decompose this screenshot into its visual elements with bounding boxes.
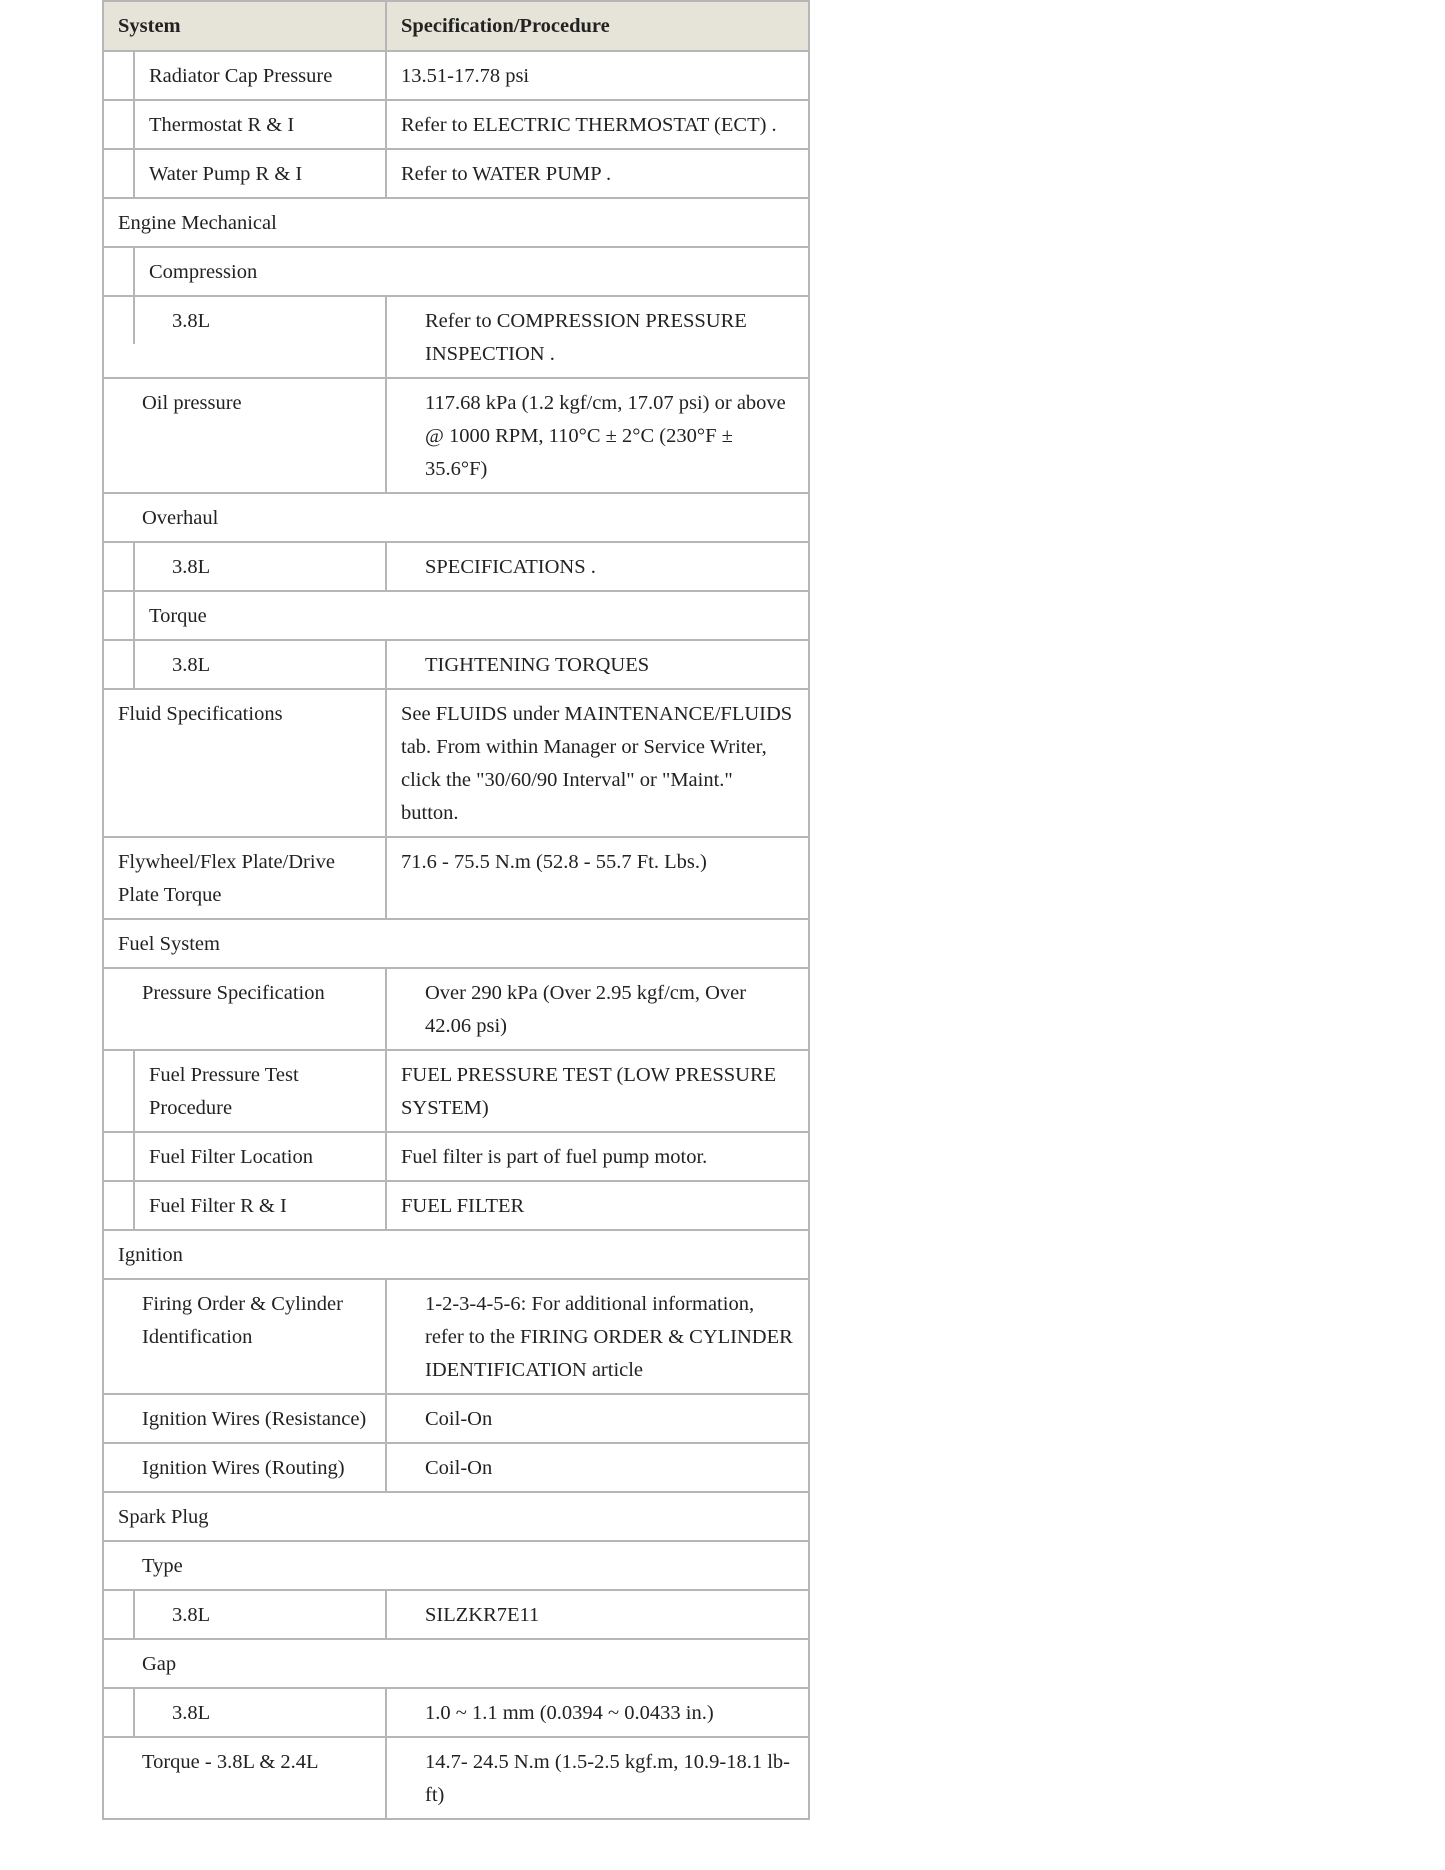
spec-cell	[386, 1050, 809, 1132]
spec-value: SILZKR7E11	[425, 1604, 540, 1626]
system-cell	[103, 378, 386, 493]
spec-value: SPECIFICATIONS .	[425, 556, 596, 578]
table-row	[103, 1590, 809, 1639]
system-cell	[103, 1050, 386, 1132]
section-cell	[103, 591, 809, 640]
section-row	[103, 247, 809, 296]
system-cell	[103, 968, 386, 1050]
spec-value: TIGHTENING TORQUES	[425, 654, 650, 676]
system-label: Fluid Specifications	[118, 703, 283, 725]
section-cell	[103, 1230, 809, 1279]
system-label: Pressure Specification	[142, 982, 325, 1004]
spec-cell	[386, 1181, 809, 1230]
system-label: 3.8L	[172, 654, 211, 676]
system-cell	[103, 1688, 386, 1737]
system-label: 3.8L	[172, 1604, 211, 1626]
system-cell	[103, 542, 386, 591]
section-row	[103, 919, 809, 968]
section-row	[103, 1492, 809, 1541]
section-label: Engine Mechanical	[118, 212, 277, 234]
spec-value: Over 290 kPa (Over 2.95 kgf/cm, Over 42.06 psi)	[425, 982, 747, 1037]
system-label: Fuel Filter R & I	[149, 1195, 287, 1217]
spec-cell	[386, 689, 809, 837]
spec-value: 13.51-17.78 psi	[401, 65, 530, 87]
system-label: Fuel Pressure Test Procedure	[149, 1064, 299, 1119]
section-label: Type	[142, 1555, 183, 1577]
system-label: 3.8L	[172, 556, 211, 578]
spec-value: 14.7- 24.5 N.m (1.5-2.5 kgf.m, 10.9-18.1 lb-ft)	[425, 1751, 790, 1806]
spec-value: 71.6 - 75.5 N.m (52.8 - 55.7 Ft. Lbs.)	[401, 851, 707, 873]
spec-cell	[386, 51, 809, 100]
spec-cell	[386, 378, 809, 493]
section-cell	[103, 198, 809, 247]
table-row	[103, 1688, 809, 1737]
spec-cell	[386, 1443, 809, 1492]
table-row	[103, 1050, 809, 1132]
system-label: Torque - 3.8L & 2.4L	[142, 1751, 319, 1773]
table-row	[103, 837, 809, 919]
table-row	[103, 1394, 809, 1443]
table-row	[103, 1181, 809, 1230]
spec-value: See FLUIDS under MAINTENANCE/FLUIDS tab. From within Manager or Service Writer, click the "30/60/90 Interval" or "Maint." button.	[401, 703, 793, 824]
spec-cell	[386, 1279, 809, 1394]
system-label: Ignition Wires (Resistance)	[142, 1408, 367, 1430]
spec-cell	[386, 837, 809, 919]
system-cell	[103, 51, 386, 100]
spec-value: Refer to ELECTRIC THERMOSTAT (ECT) .	[401, 114, 777, 136]
system-cell	[103, 1590, 386, 1639]
spec-cell	[386, 149, 809, 198]
table-row	[103, 296, 809, 378]
system-label: Oil pressure	[142, 392, 242, 414]
spec-value: FUEL PRESSURE TEST (LOW PRESSURE SYSTEM)	[401, 1064, 777, 1119]
system-label: Flywheel/Flex Plate/Drive Plate Torque	[118, 851, 335, 906]
spec-value: Refer to COMPRESSION PRESSURE INSPECTION .	[425, 310, 747, 365]
system-label: Water Pump R & I	[149, 163, 303, 185]
spec-value: 1-2-3-4-5-6: For additional information, refer to the FIRING ORDER & CYLINDER IDENTIFICATION article	[425, 1293, 793, 1381]
section-cell	[103, 493, 809, 542]
system-label: Ignition Wires (Routing)	[142, 1457, 345, 1479]
specification-table	[102, 0, 810, 1820]
system-cell	[103, 1181, 386, 1230]
spec-value: Coil-On	[425, 1457, 493, 1479]
section-label: Torque	[149, 605, 207, 627]
spec-cell	[386, 1688, 809, 1737]
section-row	[103, 198, 809, 247]
system-cell	[103, 100, 386, 149]
section-cell	[103, 247, 809, 296]
spec-value: Coil-On	[425, 1408, 493, 1430]
system-cell	[103, 1394, 386, 1443]
system-label: Thermostat R & I	[149, 114, 295, 136]
system-cell	[103, 1279, 386, 1394]
spec-value: Fuel filter is part of fuel pump motor.	[401, 1146, 708, 1168]
section-label: Compression	[149, 261, 258, 283]
spec-cell	[386, 100, 809, 149]
system-label: 3.8L	[172, 310, 211, 332]
table-row	[103, 100, 809, 149]
spec-value: FUEL FILTER	[401, 1195, 525, 1217]
spec-cell	[386, 1590, 809, 1639]
section-row	[103, 493, 809, 542]
section-cell	[103, 1541, 809, 1590]
section-label: Spark Plug	[118, 1506, 209, 1528]
system-cell	[103, 640, 386, 689]
system-cell	[103, 1737, 386, 1819]
spec-cell	[386, 1394, 809, 1443]
section-row	[103, 1541, 809, 1590]
section-cell	[103, 919, 809, 968]
section-cell	[103, 1492, 809, 1541]
column-header-system: System	[103, 1, 386, 51]
spec-value: 117.68 kPa (1.2 kgf/cm, 17.07 psi) or above @ 1000 RPM, 110°C ± 2°C (230°F ± 35.6°F)	[425, 392, 786, 480]
system-label: Firing Order & Cylinder Identification	[142, 1293, 343, 1348]
spec-value: 1.0 ~ 1.1 mm (0.0394 ~ 0.0433 in.)	[425, 1702, 714, 1724]
table-row	[103, 51, 809, 100]
spec-cell	[386, 542, 809, 591]
section-label: Gap	[142, 1653, 177, 1675]
table-row	[103, 1443, 809, 1492]
spec-cell	[386, 968, 809, 1050]
system-label: Radiator Cap Pressure	[149, 65, 333, 87]
section-label: Fuel System	[118, 933, 220, 955]
table-row	[103, 1132, 809, 1181]
table-header-row	[103, 1, 809, 51]
spec-cell	[386, 640, 809, 689]
table-row	[103, 689, 809, 837]
section-cell	[103, 1639, 809, 1688]
table-row	[103, 1279, 809, 1394]
spec-cell	[386, 296, 809, 378]
table-row	[103, 1737, 809, 1819]
section-label: Ignition	[118, 1244, 183, 1266]
table-row	[103, 378, 809, 493]
table-row	[103, 640, 809, 689]
column-header-specification: Specification/Procedure	[386, 1, 809, 51]
section-label: Overhaul	[142, 507, 219, 529]
system-cell	[103, 689, 386, 837]
table-row	[103, 968, 809, 1050]
table-row	[103, 542, 809, 591]
spec-cell	[386, 1737, 809, 1819]
system-label: 3.8L	[172, 1702, 211, 1724]
system-cell	[103, 1132, 386, 1181]
system-cell	[103, 296, 386, 378]
system-cell	[103, 1443, 386, 1492]
table-row	[103, 149, 809, 198]
section-row	[103, 591, 809, 640]
system-cell	[103, 837, 386, 919]
system-cell	[103, 149, 386, 198]
section-row	[103, 1639, 809, 1688]
section-row	[103, 1230, 809, 1279]
spec-cell	[386, 1132, 809, 1181]
system-label: Fuel Filter Location	[149, 1146, 313, 1168]
spec-value: Refer to WATER PUMP .	[401, 163, 612, 185]
